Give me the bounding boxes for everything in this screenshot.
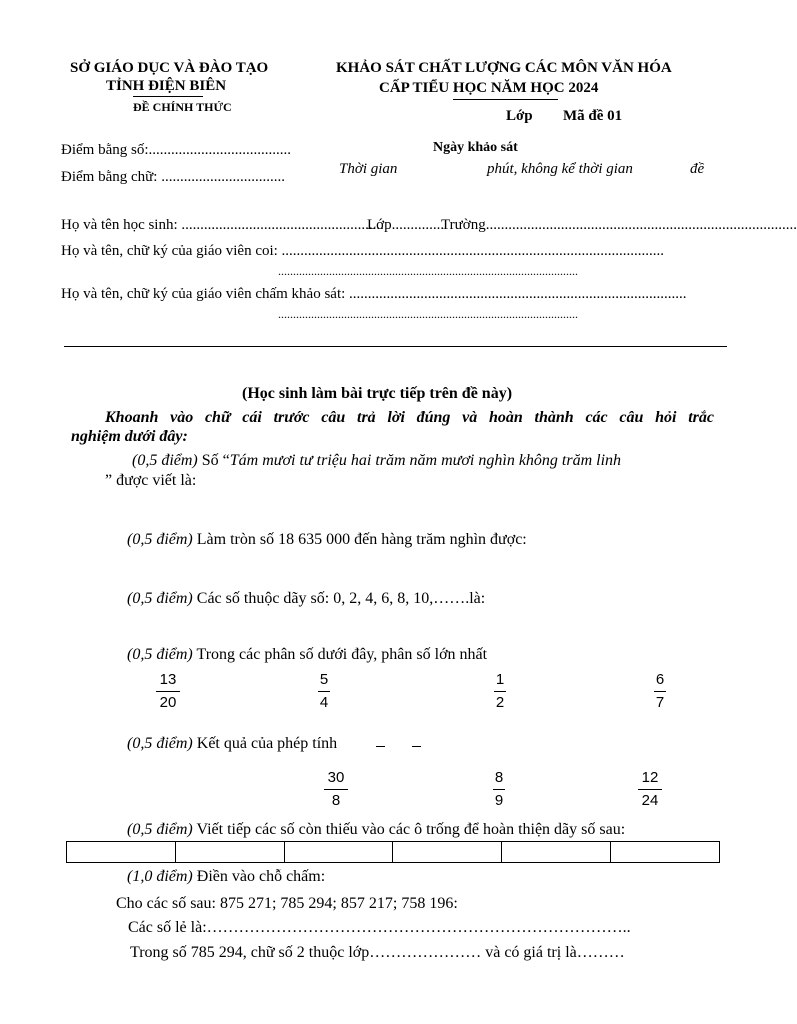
- q3-text: Các số thuộc dãy số: 0, 2, 4, 6, 8, 10,…….là:: [192, 590, 486, 607]
- q5-fraction-c: [630, 769, 670, 810]
- q4-fraction-b-denominator: 4: [319, 694, 329, 711]
- q4-fraction-b: [304, 671, 344, 712]
- q2-text: Làm tròn số 18 635 000 đến hàng trăm nghìn được:: [192, 531, 527, 548]
- proctor-signature-field: Họ và tên, chữ ký của giáo viên coi: ......................................................................................................: [61, 243, 665, 259]
- q1-text: Số “: [197, 452, 230, 469]
- class-label: Lớp: [506, 108, 533, 124]
- q5-fraction-a-denominator: 8: [331, 792, 341, 809]
- q6-text: Viết tiếp các số còn thiếu vào các ô trống để hoàn thiện dãy số sau:: [192, 821, 626, 838]
- q5-fraction-c-denominator: 24: [641, 792, 659, 809]
- fraction-bar: [638, 789, 662, 790]
- province-underline: [133, 96, 203, 97]
- duration-note: phút, không kể thời gian: [487, 161, 633, 177]
- q4-points: (0,5 điểm): [127, 646, 193, 663]
- q2-points: (0,5 điểm): [127, 531, 193, 548]
- q5-fraction-a: [316, 769, 356, 810]
- exam-title-line2: CẤP TIỂU HỌC NĂM HỌC 2024: [379, 80, 599, 96]
- exam-date-label: Ngày khảo sát: [433, 140, 518, 155]
- score-words-field: Điểm bằng chữ: .................................: [61, 169, 285, 185]
- q1-text-end: ” được viết là:: [105, 472, 197, 489]
- grader-signature-field: Họ và tên, chữ ký của giáo viên chấm khảo sát: ..........................................................................................: [61, 286, 687, 302]
- fraction-bar: [156, 691, 180, 692]
- question-2: [127, 531, 527, 549]
- student-school-field: Trường...................................................................................: [441, 217, 797, 233]
- instruction-title: (Học sinh làm bài trực tiếp trên đề này): [242, 385, 513, 402]
- sequence-cell[interactable]: [176, 842, 285, 862]
- q4-fraction-a: [148, 671, 188, 712]
- fraction-bar: [493, 789, 505, 790]
- q4-fraction-b-numerator: 5: [319, 671, 329, 688]
- directive-line1: Khoanh vào chữ cái trước câu trả lời đúng và hoàn thành các câu hỏi trắc: [105, 409, 714, 426]
- q5-fraction-b: [479, 769, 519, 810]
- sequence-answer-grid: [66, 841, 720, 863]
- q4-fraction-a-numerator: 13: [159, 671, 177, 688]
- q5-fraction-a-numerator: 30: [327, 769, 345, 786]
- question-3: [127, 590, 485, 608]
- q4-fraction-c-denominator: 2: [495, 694, 505, 711]
- q5-fraction-b-denominator: 9: [494, 792, 504, 809]
- q7-odd-numbers: Các số lẻ là:……………………………………………………………………..: [128, 919, 631, 936]
- province-name: TỈNH ĐIỆN BIÊN: [106, 78, 227, 94]
- question-5: [127, 735, 337, 753]
- q4-fraction-a-denominator: 20: [159, 694, 177, 711]
- q6-points: (0,5 điểm): [127, 821, 193, 838]
- fraction-bar: [324, 789, 348, 790]
- q4-fraction-c: [480, 671, 520, 712]
- q4-fraction-d-denominator: 7: [655, 694, 665, 711]
- student-class-field: Lớp..............: [367, 217, 445, 233]
- q4-fraction-c-numerator: 1: [495, 671, 505, 688]
- score-number-field: Điểm bằng số:......................................: [61, 142, 291, 158]
- exam-code: Mã đề 01: [563, 108, 623, 124]
- q5-blank-bar-2: [412, 746, 421, 747]
- official-label: ĐỀ CHÍNH THỨC: [133, 100, 232, 114]
- sequence-cell[interactable]: [393, 842, 502, 862]
- department-name: SỞ GIÁO DỤC VÀ ĐÀO TẠO: [70, 60, 269, 76]
- q1-points: (0,5 điểm): [132, 452, 198, 469]
- duration-label: Thời gian: [339, 161, 398, 177]
- sequence-cell[interactable]: [502, 842, 611, 862]
- fraction-bar: [318, 691, 330, 692]
- question-6: [127, 821, 625, 839]
- q5-fraction-c-numerator: 12: [641, 769, 659, 786]
- duration-note-end: đề: [690, 161, 705, 177]
- q5-points: (0,5 điểm): [127, 735, 193, 752]
- q7-points: (1,0 điểm): [127, 868, 193, 885]
- section-divider: [64, 346, 727, 347]
- directive-line2: nghiệm dưới đây:: [71, 428, 188, 445]
- sequence-cell[interactable]: [67, 842, 176, 862]
- sequence-cell[interactable]: [611, 842, 719, 862]
- student-name-field: Họ và tên học sinh: ......................................................: [61, 217, 384, 233]
- fraction-bar: [494, 691, 506, 692]
- question-7: [127, 868, 325, 886]
- title-underline: [453, 99, 558, 100]
- q3-points: (0,5 điểm): [127, 590, 193, 607]
- grader-dots: ....................................................................................................: [278, 307, 578, 321]
- q5-fraction-b-numerator: 8: [494, 769, 504, 786]
- question-4: [127, 646, 487, 664]
- sequence-cell[interactable]: [285, 842, 394, 862]
- q4-fraction-d-numerator: 6: [655, 671, 665, 688]
- q4-fraction-d: [640, 671, 680, 712]
- q4-text: Trong các phân số dưới đây, phân số lớn nhất: [192, 646, 488, 663]
- q7-text: Điền vào chỗ chấm:: [192, 868, 326, 885]
- question-1: [132, 452, 621, 470]
- q1-number-words: Tám mươi tư triệu hai trăm năm mươi nghìn không trăm linh: [229, 452, 622, 469]
- q7-number-list: Cho các số sau: 875 271; 785 294; 857 217; 758 196:: [116, 895, 458, 912]
- exam-title-line1: KHẢO SÁT CHẤT LƯỢNG CÁC MÔN VĂN HÓA: [336, 60, 672, 76]
- fraction-bar: [654, 691, 666, 692]
- q5-text: Kết quả của phép tính: [192, 735, 338, 752]
- q7-digit-class: Trong số 785 294, chữ số 2 thuộc lớp………………… và có giá trị là………: [130, 944, 625, 961]
- proctor-dots: ....................................................................................................: [278, 264, 578, 278]
- q5-blank-bar-1: [376, 746, 385, 747]
